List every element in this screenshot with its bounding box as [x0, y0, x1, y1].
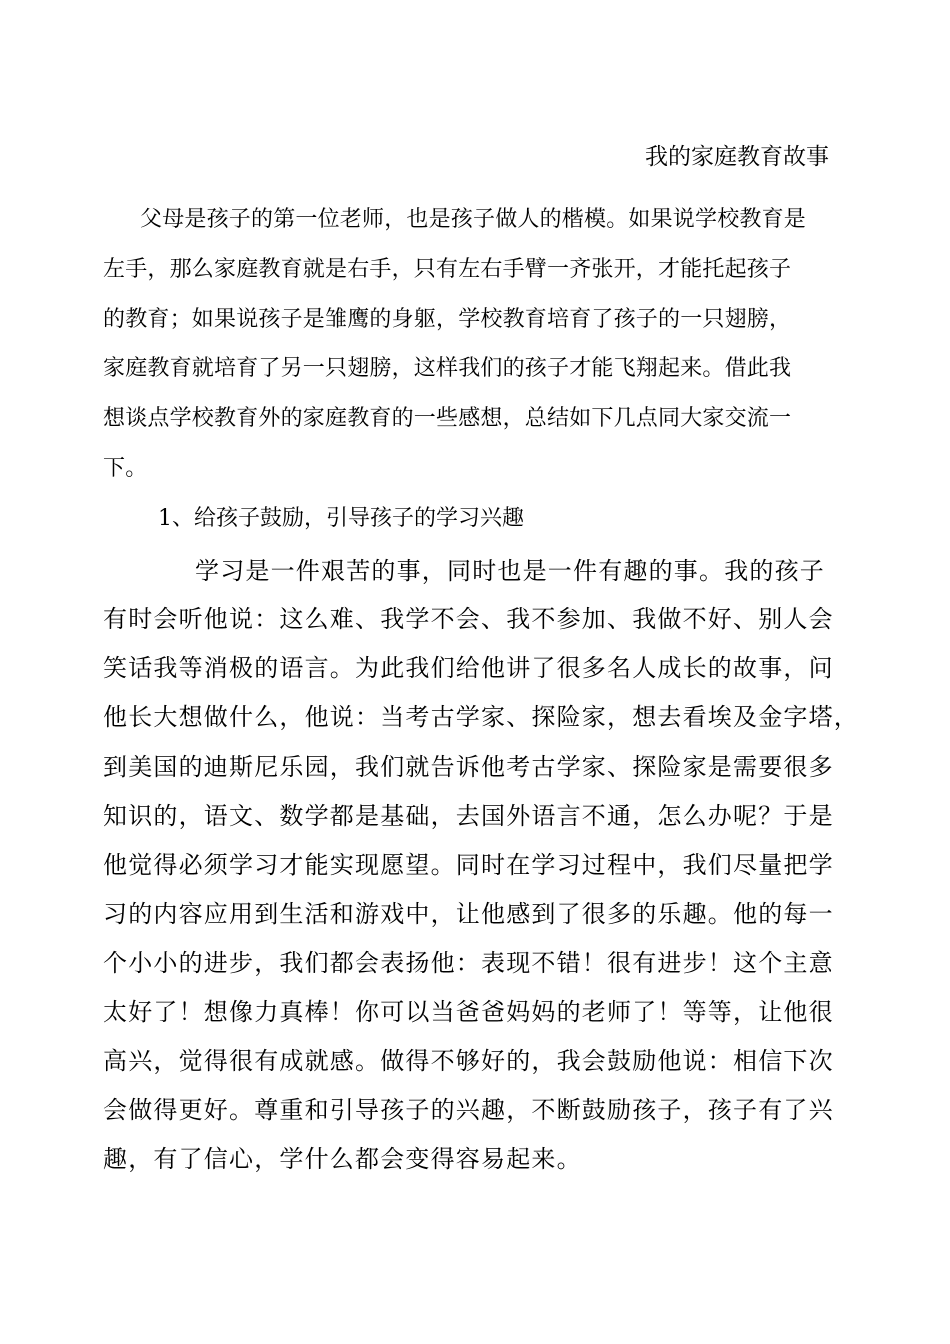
body-line: 笑话我等消极的语言。为此我们给他讲了很多名人成长的故事，问 — [103, 654, 834, 682]
body-line: 习的内容应用到生活和游戏中，让他感到了很多的乐趣。他的每一 — [103, 900, 834, 928]
body-line: 高兴，觉得很有成就感。做得不够好的，我会鼓励他说：相信下次 — [103, 1047, 834, 1075]
intro-line: 想谈点学校教育外的家庭教育的一些感想，总结如下几点同大家交流一 — [103, 406, 792, 431]
body-line: 太好了！想像力真棒！你可以当爸爸妈妈的老师了！等等，让他很 — [103, 998, 834, 1026]
body-line: 知识的，语文、数学都是基础，去国外语言不通，怎么办呢？于是 — [103, 802, 834, 830]
intro-line: 家庭教育就培育了另一只翅膀，这样我们的孩子才能飞翔起来。借此我 — [103, 356, 792, 381]
document-title: 我的家庭教育故事 — [645, 144, 829, 170]
body-line: 他觉得必须学习才能实现愿望。同时在学习过程中，我们尽量把学 — [103, 851, 834, 879]
body-line: 学习是一件艰苦的事，同时也是一件有趣的事。我的孩子 — [195, 557, 825, 585]
section-heading: 1、给孩子鼓励，引导孩子的学习兴趣 — [158, 506, 524, 531]
body-line: 会做得更好。尊重和引导孩子的兴趣，不断鼓励孩子，孩子有了兴 — [103, 1096, 834, 1124]
intro-line: 父母是孩子的第一位老师，也是孩子做人的楷模。如果说学校教育是 — [140, 207, 807, 232]
body-line: 有时会听他说：这么难、我学不会、我不参加、我做不好、别人会 — [103, 605, 834, 633]
body-line: 他长大想做什么，他说：当考古学家、探险家，想去看埃及金字塔， — [103, 703, 859, 731]
body-line: 到美国的迪斯尼乐园，我们就告诉他考古学家、探险家是需要很多 — [103, 753, 834, 781]
intro-line: 下。 — [103, 456, 148, 481]
body-line: 个小小的进步，我们都会表扬他：表现不错！很有进步！这个主意 — [103, 949, 834, 977]
body-line: 趣，有了信心，学什么都会变得容易起来。 — [103, 1145, 582, 1173]
intro-line: 左手，那么家庭教育就是右手，只有左右手臂一齐张开，才能托起孩子 — [103, 257, 792, 282]
intro-line: 的教育；如果说孩子是雏鹰的身躯，学校教育培育了孩子的一只翅膀， — [103, 307, 792, 332]
